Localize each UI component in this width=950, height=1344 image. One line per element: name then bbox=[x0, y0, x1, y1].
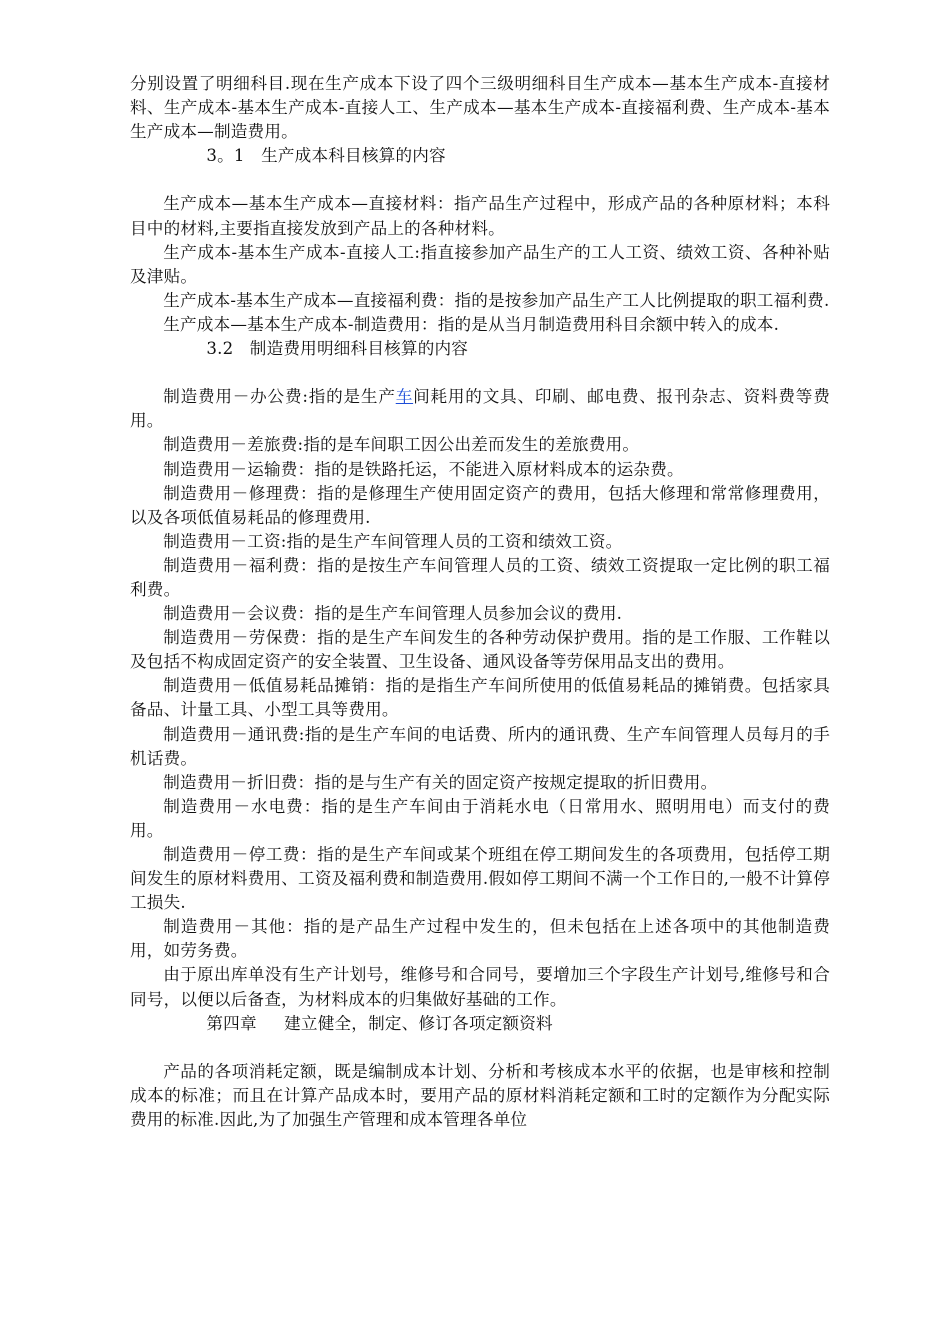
paragraph: 制造费用－劳保费：指的是生产车间发生的各种劳动保护费用。指的是工作服、工作鞋以及包括不构成固定资产的安全装置、卫生设备、通风设备等劳保用品支出的费用。 bbox=[130, 628, 830, 672]
paragraph: 生产成本—基本生产成本—直接材料：指产品生产过程中，形成产品的各种原材料；本科目中的材料,主要指直接发放到产品上的各种材料。 bbox=[130, 194, 830, 238]
paragraph: 产品的各项消耗定额，既是编制成本计划、分析和考核成本水平的依据，也是审核和控制成本的标准；而且在计算产品成本时，要用产品的原材料消耗定额和工时的定额作为分配实际费用的标准.因此,为了加强生产管理和成本管理各单位 bbox=[130, 1061, 830, 1130]
paragraph-text: 制造费用－办公费:指的是生产 bbox=[163, 387, 396, 407]
section-heading: 第四章 建立健全，制定、修订各项定额资料 bbox=[206, 1013, 553, 1033]
blank-line bbox=[130, 361, 830, 385]
paragraph: 制造费用－停工费：指的是生产车间或某个班组在停工期间发生的各项费用，包括停工期间发生的原材料费用、工资及福利费和制造费用.假如停工期间不满一个工作日的,一般不计算停工损失. bbox=[130, 845, 830, 913]
paragraph: 制造费用－通讯费:指的是生产车间的电话费、所内的通讯费、生产车间管理人员每月的手机话费。 bbox=[130, 724, 830, 768]
section-heading: 3.2 制造费用明细科目核算的内容 bbox=[206, 339, 469, 359]
paragraph: 制造费用－工资:指的是生产车间管理人员的工资和绩效工资。 bbox=[163, 531, 623, 551]
paragraph: 制造费用－水电费：指的是生产车间由于消耗水电（日常用水、照明用电）而支付的费用。 bbox=[130, 796, 830, 840]
section-heading: 3。1 生产成本科目核算的内容 bbox=[206, 146, 446, 166]
paragraph: 制造费用－会议费：指的是生产车间管理人员参加会议的费用. bbox=[163, 604, 623, 624]
document-page bbox=[130, 72, 830, 1132]
paragraph: 生产成本-基本生产成本-直接人工:指直接参加产品生产的工人工资、绩效工资、各种补贴及津贴。 bbox=[130, 242, 830, 286]
paragraph: 由于原出库单没有生产计划号，维修号和合同号，要增加三个字段生产计划号,维修号和合同号，以便以后备查，为材料成本的归集做好基础的工作。 bbox=[130, 965, 830, 1009]
paragraph: 生产成本—基本生产成本-制造费用：指的是从当月制造费用科目余额中转入的成本. bbox=[163, 314, 780, 334]
paragraph: 制造费用－修理费：指的是修理生产使用固定资产的费用，包括大修理和常常修理费用，以及各项低值易耗品的修理费用. bbox=[130, 483, 830, 527]
inline-link[interactable]: 车 bbox=[395, 387, 414, 407]
paragraph-text: 间耗用的文具、印刷、邮电费、报刊杂志、资料费等费用。 bbox=[130, 387, 830, 431]
paragraph: 生产成本-基本生产成本—直接福利费：指的是按参加产品生产工人比例提取的职工福利费. bbox=[163, 290, 830, 310]
paragraph: 制造费用－低值易耗品摊销：指的是指生产车间所使用的低值易耗品的摊销费。包括家具备品、计量工具、小型工具等费用。 bbox=[130, 676, 830, 720]
paragraph: 制造费用－运输费：指的是铁路托运，不能进入原材料成本的运杂费。 bbox=[163, 459, 684, 479]
paragraph bbox=[130, 385, 830, 433]
paragraph: 制造费用－差旅费:指的是车间职工因公出差而发生的差旅费用。 bbox=[163, 435, 640, 455]
paragraph: 制造费用－折旧费：指的是与生产有关的固定资产按规定提取的折旧费用。 bbox=[163, 772, 718, 792]
paragraph: 制造费用－福利费：指的是按生产车间管理人员的工资、绩效工资提取一定比例的职工福利费。 bbox=[130, 555, 830, 599]
blank-line bbox=[130, 168, 830, 192]
paragraph: 分别设置了明细科目.现在生产成本下设了四个三级明细科目生产成本—基本生产成本-直接材料、生产成本-基本生产成本-直接人工、生产成本—基本生产成本-直接福利费、生产成本-基本生产成本—制造费用。 bbox=[130, 74, 830, 142]
blank-line bbox=[130, 1036, 830, 1060]
paragraph: 制造费用－其他：指的是产品生产过程中发生的，但未包括在上述各项中的其他制造费用，如劳务费。 bbox=[130, 917, 830, 961]
